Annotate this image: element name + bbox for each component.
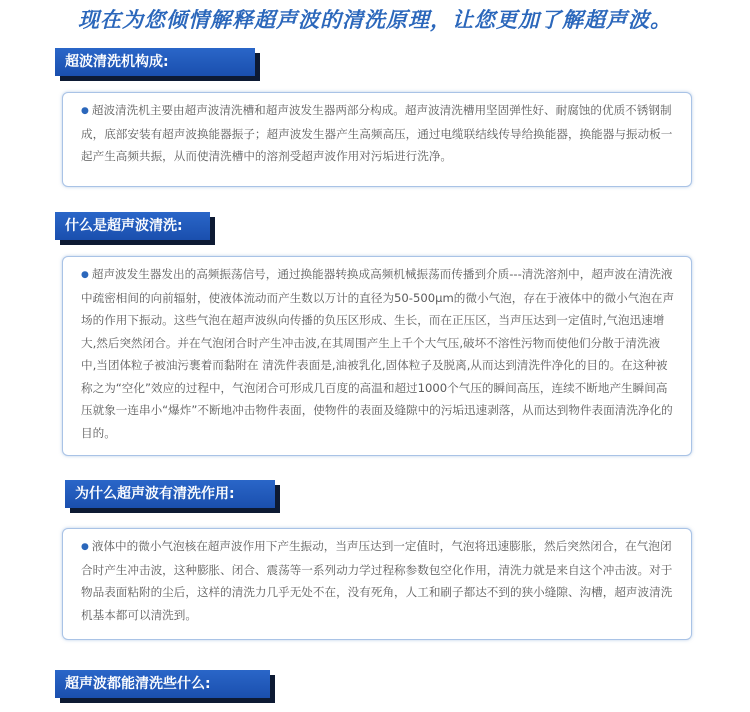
bullet-icon: ● <box>81 106 89 116</box>
section-text-why <box>81 535 675 626</box>
section-box-why <box>62 528 692 640</box>
section-text-composition <box>81 99 675 168</box>
bullet-icon: ● <box>81 270 89 280</box>
page-title: 现在为您倾情解释超声波的清洗原理，让您更加了解超声波。 <box>78 8 672 32</box>
section-box-what-is <box>62 256 692 456</box>
section-heading-composition: 超波清洗机构成: <box>55 48 255 76</box>
section-text-what-is <box>81 263 675 444</box>
section-paragraph: 超声波发生器发出的高频振荡信号，通过换能器转换成高频机械振荡而传播到介质---清洗溶剂中，超声波在清洗液中疏密相间的向前辐射，使液体流动而产生数以万计的直径为50-500μm的微小气泡，存在于液体中的微小气泡在声场的作用下振动。这些气泡在超声波纵向传播的负压区形成、生长，而在正压区，当声压达到一定值时,气泡迅速增大,然后突然闭合。并在气泡闭合时产生冲击波,在其周围产生上千个大气压,破坏不溶性污物而使他们分散于清洗液中,当团体粒子被油污裹着而黏附在 清洗件表面是,油被乳化,固体粒子及脱离,从而达到清洗件净化的目的。在这种被称之为“空化”效应的过程中，气泡闭合可形成几百度的高温和超过1000个气压的瞬间高压，连续不断地产生瞬间高压就象一连串小“爆炸”不断地冲击物件表面，使物件的表面及缝隙中的污垢迅速剥落，从而达到物件表面清洗净化的目的。 <box>81 267 675 440</box>
section-heading-what-is: 什么是超声波清洗: <box>55 212 210 240</box>
section-heading-why: 为什么超声波有清洗作用: <box>65 480 275 508</box>
bullet-icon: ● <box>81 542 89 552</box>
section-heading-what-can-clean: 超声波都能清洗些什么: <box>55 670 270 698</box>
section-box-composition <box>62 92 692 187</box>
section-paragraph: 液体中的微小气泡核在超声波作用下产生振动，当声压达到一定值时，气泡将迅速膨胀，然后突然闭合，在气泡闭合时产生冲击波，这种膨胀、闭合、震荡等一系列动力学过程称参数包空化作用，清洗力就是来自这个冲击波。对于物品表面粘附的尘后，这样的清洗力几乎无处不在，没有死角，人工和刷子都达不到的狭小缝隙、沟槽，超声波清洗机基本都可以清洗到。 <box>81 539 673 622</box>
section-paragraph: 超波清洗机主要由超声波清洗槽和超声波发生器两部分构成。超声波清洗槽用坚固弹性好、耐腐蚀的优质不锈钢制成，底部安装有超声波换能器振子；超声波发生器产生高频高压，通过电缆联结线传导给换能器，换能器与振动板一起产生高频共振，从而使清洗槽中的溶剂受超声波作用对污垢进行洗净。 <box>81 103 673 163</box>
